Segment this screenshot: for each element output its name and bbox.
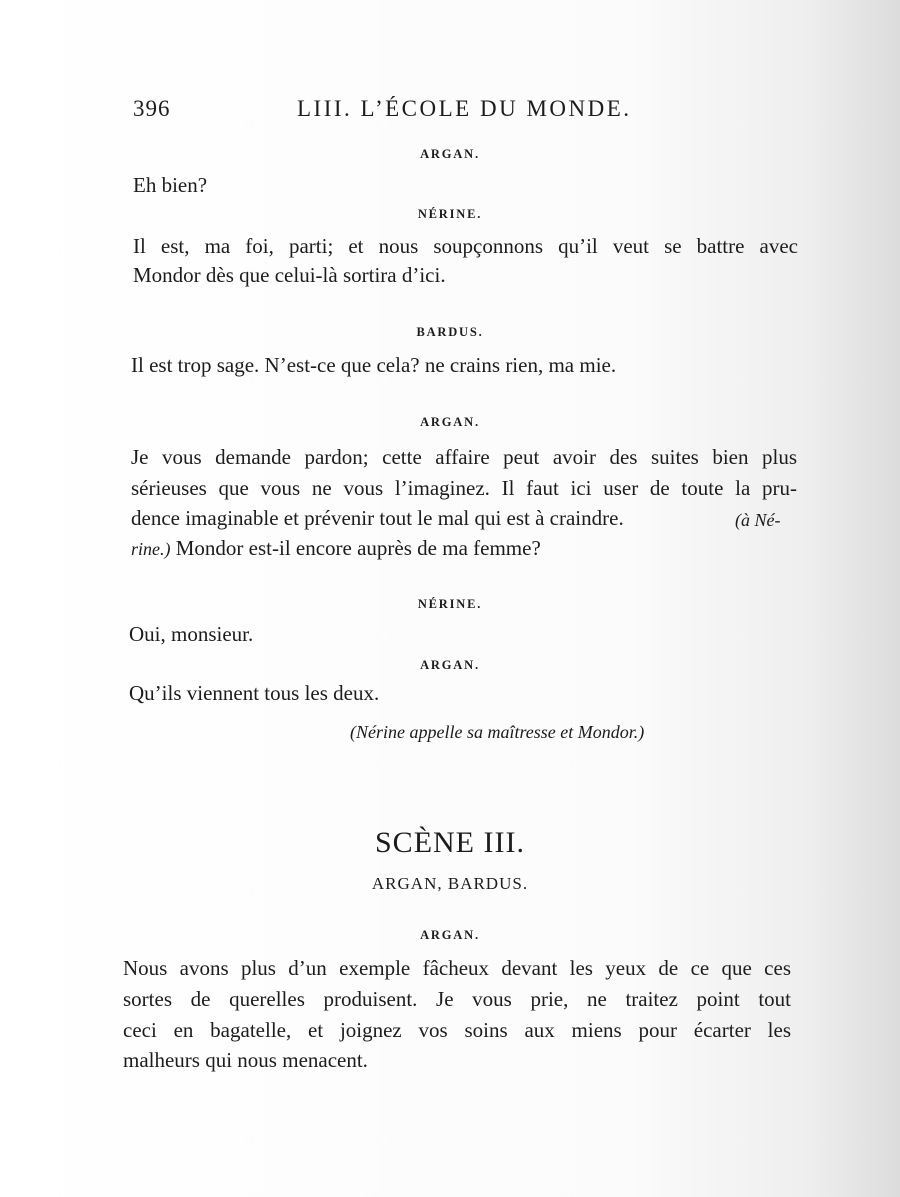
speaker-name: NÉRINE. xyxy=(417,597,483,611)
speaker-name: ARGAN. xyxy=(420,415,480,429)
dialogue-line: sortes de querelles produisent. Je vous prie, ne traitez point tout xyxy=(123,987,791,1011)
dialogue-line: Mondor dès que celui-là sortira d’ici. xyxy=(133,263,446,287)
speaker-name: NÉRINE. xyxy=(417,207,483,221)
dialogue-line: Il est, ma foi, parti; et nous soupçonnons qu’il veut se battre avec xyxy=(133,234,798,258)
dialogue-line: Il est trop sage. N’est-ce que cela? ne crains rien, ma mie. xyxy=(131,353,617,377)
stage-direction: (Nérine appelle sa maîtresse et Mondor.) xyxy=(350,722,645,742)
dialogue-line-with-stage-direction xyxy=(131,538,541,559)
speaker-name: ARGAN. xyxy=(420,147,480,161)
dialogue-line: Oui, monsieur. xyxy=(129,622,254,646)
dialogue-line: malheurs qui nous menacent. xyxy=(123,1048,368,1072)
dialogue-text: Mondor est-il encore auprès de ma femme? xyxy=(175,536,541,560)
scene-cast: ARGAN, BARDUS. xyxy=(371,874,529,893)
scene-title: SCÈNE III. xyxy=(375,826,525,859)
speaker-name: BARDUS. xyxy=(416,325,484,339)
speaker-name: ARGAN. xyxy=(420,928,480,942)
dialogue-line: Eh bien? xyxy=(133,173,208,197)
running-title: LIII. L’ÉCOLE DU MONDE. xyxy=(297,96,632,121)
dialogue-line: Je vous demande pardon; cette affaire peut avoir des suites bien plus xyxy=(131,445,797,469)
dialogue-line: Qu’ils viennent tous les deux. xyxy=(129,681,380,705)
page-number: 396 xyxy=(133,96,171,121)
dialogue-text: dence imaginable et prévenir tout le mal qui est à craindre. xyxy=(131,506,624,530)
dialogue-line: sérieuses que vous ne vous l’imaginez. Il faut ici user de toute la pru- xyxy=(131,476,797,500)
stage-direction: (à Né- xyxy=(735,510,781,530)
speaker-name: ARGAN. xyxy=(420,658,480,672)
dialogue-line: Nous avons plus d’un exemple fâcheux devant les yeux de ce que ces xyxy=(123,956,791,980)
stage-direction: rine.) xyxy=(131,539,171,559)
dialogue-line-with-stage-direction xyxy=(131,508,624,529)
dialogue-line: ceci en bagatelle, et joignez vos soins aux miens pour écarter les xyxy=(123,1018,791,1042)
